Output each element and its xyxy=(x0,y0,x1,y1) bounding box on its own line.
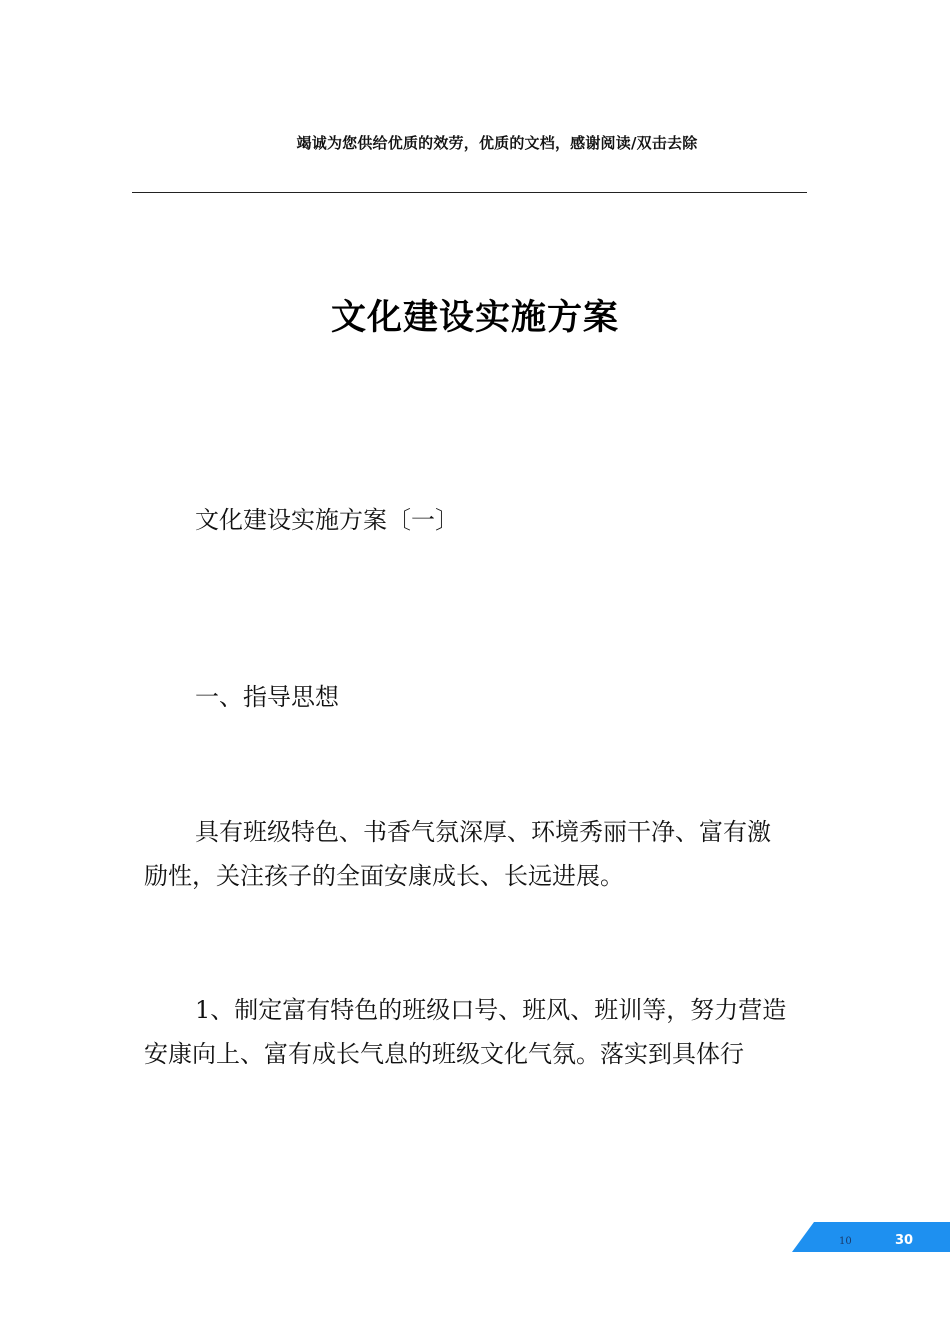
header-divider xyxy=(132,192,807,193)
page-badge-shape xyxy=(792,1222,950,1252)
header-note: 竭诚为您供给优质的效劳，优质的文档，感谢阅读/双击去除 xyxy=(296,134,698,152)
page-number-small: 10 xyxy=(839,1236,852,1247)
section-heading-text: 一、指导思想 xyxy=(195,683,339,711)
body-paragraph-1 xyxy=(144,810,794,898)
section-heading xyxy=(144,675,794,719)
body-paragraph-2 xyxy=(144,988,794,1076)
body-paragraph-1-text: 具有班级特色、书香气氛深厚、环境秀丽干净、富有激励性，关注孩子的全面安康成长、长远进展。 xyxy=(144,818,771,890)
document-subtitle-text: 文化建设实施方案〔一〕 xyxy=(195,506,459,534)
body-paragraph-2-text: 1、制定富有特色的班级口号、班风、班训等，努力营造安康向上、富有成长气息的班级文化气氛。落实到具体行 xyxy=(144,996,787,1068)
page-number-total: 30 xyxy=(895,1233,914,1248)
document-subtitle xyxy=(144,498,794,542)
document-title: 文化建设实施方案 xyxy=(330,298,619,338)
page-number-badge xyxy=(792,1222,950,1252)
